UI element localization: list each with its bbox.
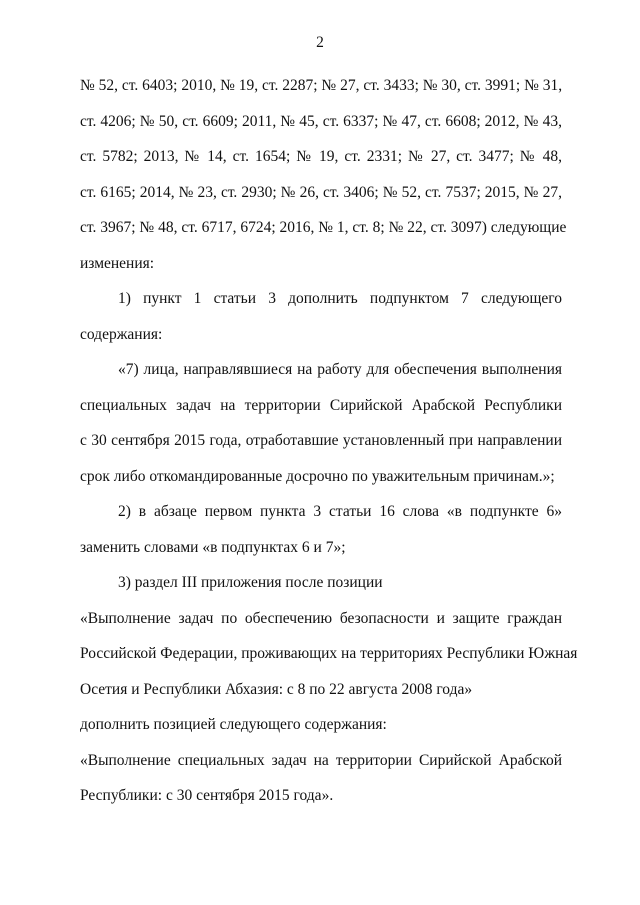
list-item-3-line: 3) раздел III приложения после позиции	[118, 574, 383, 591]
list-item-2-line: 2) в абзаце первом пункта 3 статьи 16 слова «в подпункте 6»	[118, 503, 562, 520]
text-line: ст. 5782; 2013, № 14, ст. 1654; № 19, ст. 2331; № 27, ст. 3477; № 48,	[80, 148, 562, 165]
position-quote-line: Осетия и Республики Абхазия: с 8 по 22 августа 2008 года»	[80, 680, 473, 698]
text-line: № 52, ст. 6403; 2010, № 19, ст. 2287; № 27, ст. 3433; № 30, ст. 3991; № 31,	[80, 77, 563, 94]
text-line: заменить словами «в подпунктах 6 и 7»;	[80, 538, 346, 556]
text-line: изменения:	[80, 254, 155, 272]
new-position-line: Республики: с 30 сентября 2015 года».	[80, 787, 334, 804]
text-line: содержания:	[80, 325, 163, 343]
quote-line: с 30 сентября 2015 года, отработавшие установленный при направлении	[80, 432, 562, 449]
document-body	[80, 68, 578, 814]
text-line: ст. 3967; № 48, ст. 6717, 6724; 2016, № 1, ст. 8; № 22, ст. 3097) следующие	[80, 219, 567, 236]
quote-line: «7) лица, направлявшиеся на работу для обеспечения выполнения	[118, 361, 562, 378]
text-line: ст. 4206; № 50, ст. 6609; 2011, № 45, ст. 6337; № 47, ст. 6608; 2012, № 43,	[80, 112, 562, 130]
page-number: 2	[316, 34, 324, 51]
quote-line: специальных задач на территории Сирийской Арабской Республики	[80, 396, 562, 414]
text-line: ст. 6165; 2014, № 23, ст. 2930; № 26, ст. 3406; № 52, ст. 7537; 2015, № 27,	[80, 183, 562, 201]
list-item-1-line: 1) пункт 1 статьи 3 дополнить подпунктом 7 следующего	[118, 290, 562, 307]
position-quote-line: «Выполнение задач по обеспечению безопасности и защите граждан	[80, 609, 562, 627]
text-line: дополнить позицией следующего содержания:	[80, 716, 387, 733]
quote-line: срок либо откомандированные досрочно по уважительным причинам.»;	[80, 467, 555, 485]
position-quote-line: Российской Федерации, проживающих на территориях Республики Южная	[80, 645, 578, 662]
new-position-line: «Выполнение специальных задач на территории Сирийской Арабской	[80, 751, 562, 769]
